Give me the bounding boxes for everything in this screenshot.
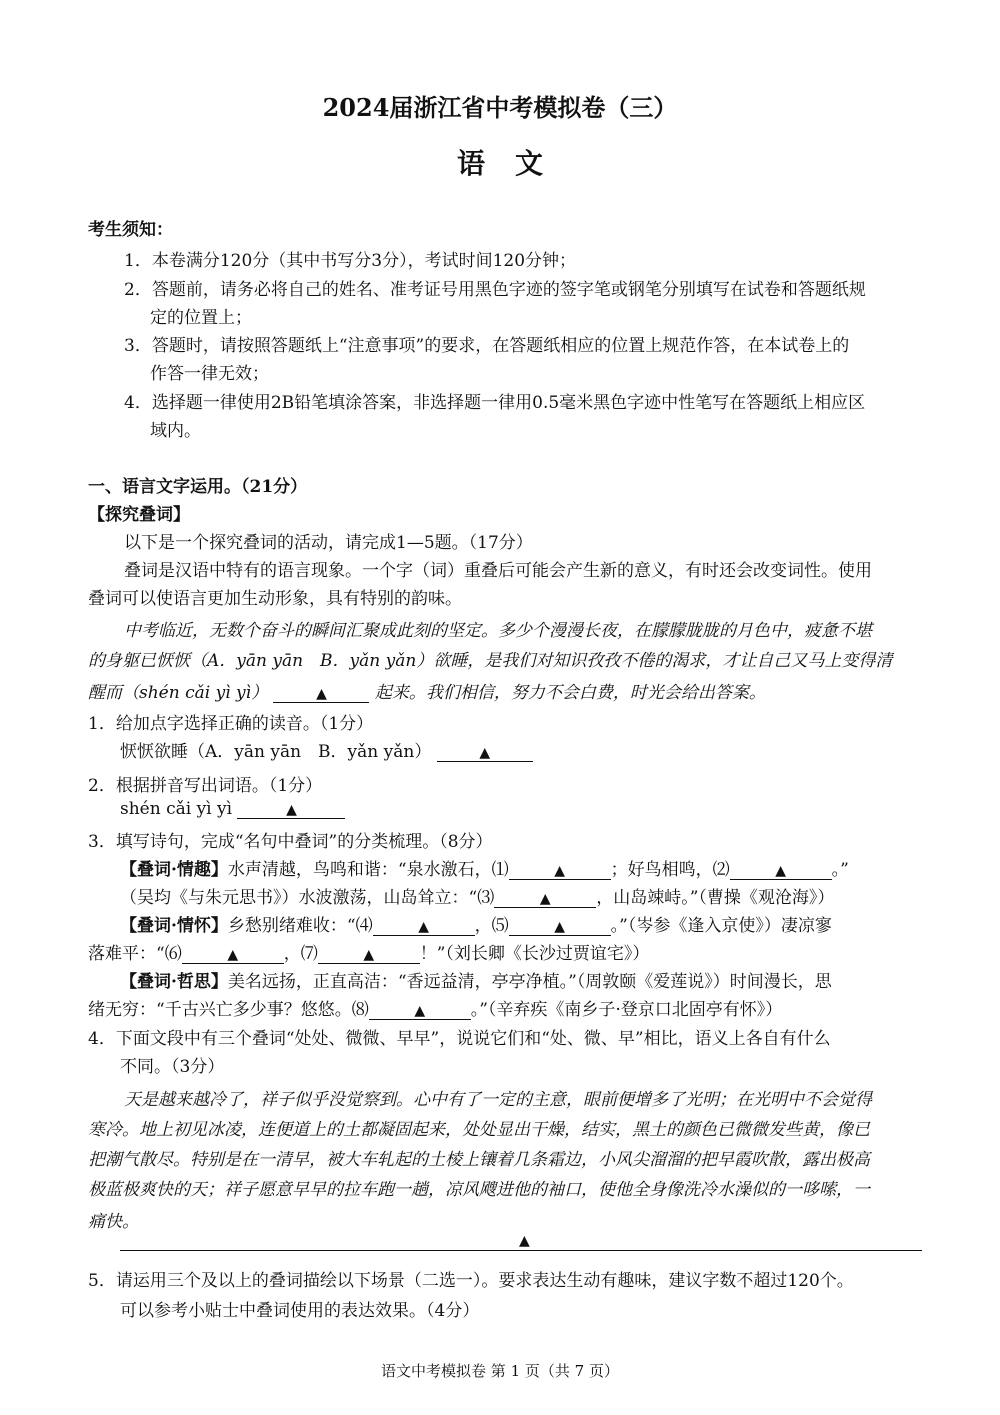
answer-blank[interactable]: ▲ <box>369 1002 471 1020</box>
q4-passage-line5: 痛快。 <box>88 1212 139 1232</box>
q4-passage-line3: 把潮气散尽。特别是在一清早，被大车轧起的土棱上镶着几条霜边，小风尖溜溜的把早霞吹散，露出极高 <box>88 1150 870 1170</box>
topic-heading: 【探究叠词】 <box>88 505 190 525</box>
answer-blank[interactable]: ▲ <box>730 862 832 880</box>
passage-line3-end: 起来。我们相信，努力不会白费，时光会给出答案。 <box>374 683 766 703</box>
question-1-options: 恹恹欲睡（A．yān yān B．yǎn yǎn） <box>120 742 432 762</box>
q3-line2-text-a: （吴均《与朱元思书》）水波激荡，山岛耸立：“⑶ <box>120 888 495 908</box>
answer-line-mark: ▲ <box>519 1233 530 1249</box>
answer-blank[interactable]: ▲ <box>182 946 284 964</box>
q3-tag-philosophy: 【叠词·哲思】 <box>120 972 228 992</box>
q3-tag-feeling: 【叠词·情怀】 <box>120 916 228 936</box>
q3-line6 <box>88 995 782 1020</box>
exam-title: 2024届浙江省中考模拟卷（三） <box>322 93 678 122</box>
q3-line1-text-c: 。” <box>831 860 849 880</box>
answer-blank[interactable]: ▲ <box>509 862 611 880</box>
q3-line4-text-b: ，⑺ <box>283 944 318 964</box>
notice-item-3: 3．答题时，请按照答题纸上“注意事项”的要求，在答题纸相应的位置上规范作答，在本试卷上的 <box>124 336 850 356</box>
notice-item-4-cont: 域内。 <box>150 421 201 441</box>
notice-item-2-cont: 定的位置上； <box>150 308 252 328</box>
passage-line1: 中考临近，无数个奋斗的瞬间汇聚成此刻的坚定。多少个漫漫长夜，在朦朦胧胧的月色中，疲惫不堪 <box>124 621 872 641</box>
q3-line4-text-c: ！”（刘长卿《长沙过贾谊宅》） <box>419 944 650 964</box>
question-2-pinyin: shén cǎi yì yì <box>120 799 233 819</box>
q3-line2-text-b: ，山岛竦峙。”（曹操《观沧海》） <box>596 888 835 908</box>
question-1: 1．给加点字选择正确的读音。（1分） <box>88 714 374 734</box>
q3-line6-text-a: 绪无穷：“千古兴亡多少事？悠悠。⑻ <box>88 1000 369 1020</box>
passage-line3-start: 醒而（shén cǎi yì yì） <box>88 683 269 703</box>
answer-blank[interactable]: ▲ <box>509 918 611 936</box>
subject-title: 语文 <box>456 147 573 180</box>
q3-line1-text-a: 水声清越，鸟鸣和谐：“泉水激石，⑴ <box>227 860 509 880</box>
notice-heading: 考生须知： <box>88 220 173 240</box>
answer-blank[interactable]: ▲ <box>273 685 369 703</box>
intro-para-line2: 叠词可以使语言更加生动形象，具有特别的韵味。 <box>88 589 462 609</box>
question-5-line1: 5．请运用三个及以上的叠词描绘以下场景（二选一）。要求表达生动有趣味，建议字数不超过120个。 <box>88 1271 854 1291</box>
notice-item-1: 1．本卷满分120分（其中书写分3分），考试时间120分钟； <box>124 251 577 271</box>
notice-item-3-cont: 作答一律无效； <box>150 364 269 384</box>
q3-line6-text-b: 。”（辛弃疾《南乡子·登京口北固亭有怀》） <box>470 1000 783 1020</box>
answer-blank[interactable]: ▲ <box>373 918 475 936</box>
q3-line4 <box>88 939 649 964</box>
question-5-line2: 可以参考小贴士中叠词使用的表达效果。（4分） <box>120 1301 480 1321</box>
answer-line[interactable] <box>120 1250 922 1251</box>
passage-line2: 的身躯已恹恹（A．yān yān B．yǎn yǎn）欲睡，是我们对知识孜孜不倦的渴求，才让自己又马上变得清 <box>88 651 893 671</box>
answer-blank[interactable]: ▲ <box>494 890 596 908</box>
q3-line1-text-b: ；好鸟相鸣，⑵ <box>610 860 730 880</box>
q3-line4-text-a: 落难平：“⑹ <box>88 944 182 964</box>
section-intro: 以下是一个探究叠词的活动，请完成1—5题。（17分） <box>124 533 533 553</box>
q3-line1 <box>120 855 849 880</box>
q3-line3-text-c: 。”（岑参《逢入京使》）凄凉寥 <box>610 916 832 936</box>
intro-para-line1: 叠词是汉语中特有的语言现象。一个字（词）重叠后可能会产生新的意义，有时还会改变词性。使用 <box>124 561 872 581</box>
q4-passage-line1: 天是越来越冷了，祥子似乎没觉察到。心中有了一定的主意，眼前便增多了光明；在光明中不会觉得 <box>124 1090 872 1110</box>
answer-blank[interactable]: ▲ <box>318 946 420 964</box>
answer-blank[interactable]: ▲ <box>437 744 533 762</box>
q3-line5-text: 美名远扬，正直高洁：“香远益清，亭亭净植。”（周敦颐《爱莲说》）时间漫长，思 <box>227 972 832 992</box>
q3-line3 <box>120 911 832 936</box>
question-4-line1: 4．下面文段中有三个叠词“处处、微微、早早”，说说它们和“处、微、早”相比，语义上各自有什么 <box>88 1029 831 1049</box>
q3-line3-text-b: ，⑸ <box>474 916 509 936</box>
q4-passage-line2: 寒冷。地上初见冰凌，连便道上的土都凝固起来，处处显出干燥，结实，黑土的颜色已微微发些黄，像已 <box>88 1120 870 1140</box>
question-2-answer <box>120 799 345 819</box>
answer-blank[interactable]: ▲ <box>237 801 345 819</box>
page-footer: 语文中考模拟卷 第 1 页（共 7 页） <box>381 1362 619 1380</box>
notice-item-2: 2．答题前，请务必将自己的姓名、准考证号用黑色字迹的签字笔或钢笔分别填写在试卷和答题纸规 <box>124 280 866 300</box>
q4-passage-line4: 极蓝极爽快的天；祥子愿意早早的拉车跑一趟，凉风飕进他的袖口，使他全身像洗冷水澡似的一哆嗦，一 <box>88 1180 870 1200</box>
q3-line5 <box>120 967 832 992</box>
question-1-answer <box>120 737 533 762</box>
question-4-line2: 不同。（3分） <box>120 1057 225 1077</box>
question-3: 3．填写诗句，完成“名句中叠词”的分类梳理。（8分） <box>88 832 493 852</box>
q3-line2 <box>120 883 834 908</box>
q3-line3-text-a: 乡愁别绪难收：“⑷ <box>227 916 373 936</box>
passage-line3 <box>88 678 766 703</box>
notice-item-4: 4．选择题一律使用2B铅笔填涂答案，非选择题一律用0.5毫米黑色字迹中性笔写在答题纸上相应区 <box>124 393 866 413</box>
q3-tag-interest: 【叠词·情趣】 <box>120 860 228 880</box>
question-2: 2．根据拼音写出词语。（1分） <box>88 776 323 796</box>
section-heading: 一、语言文字运用。（21分） <box>88 477 308 497</box>
